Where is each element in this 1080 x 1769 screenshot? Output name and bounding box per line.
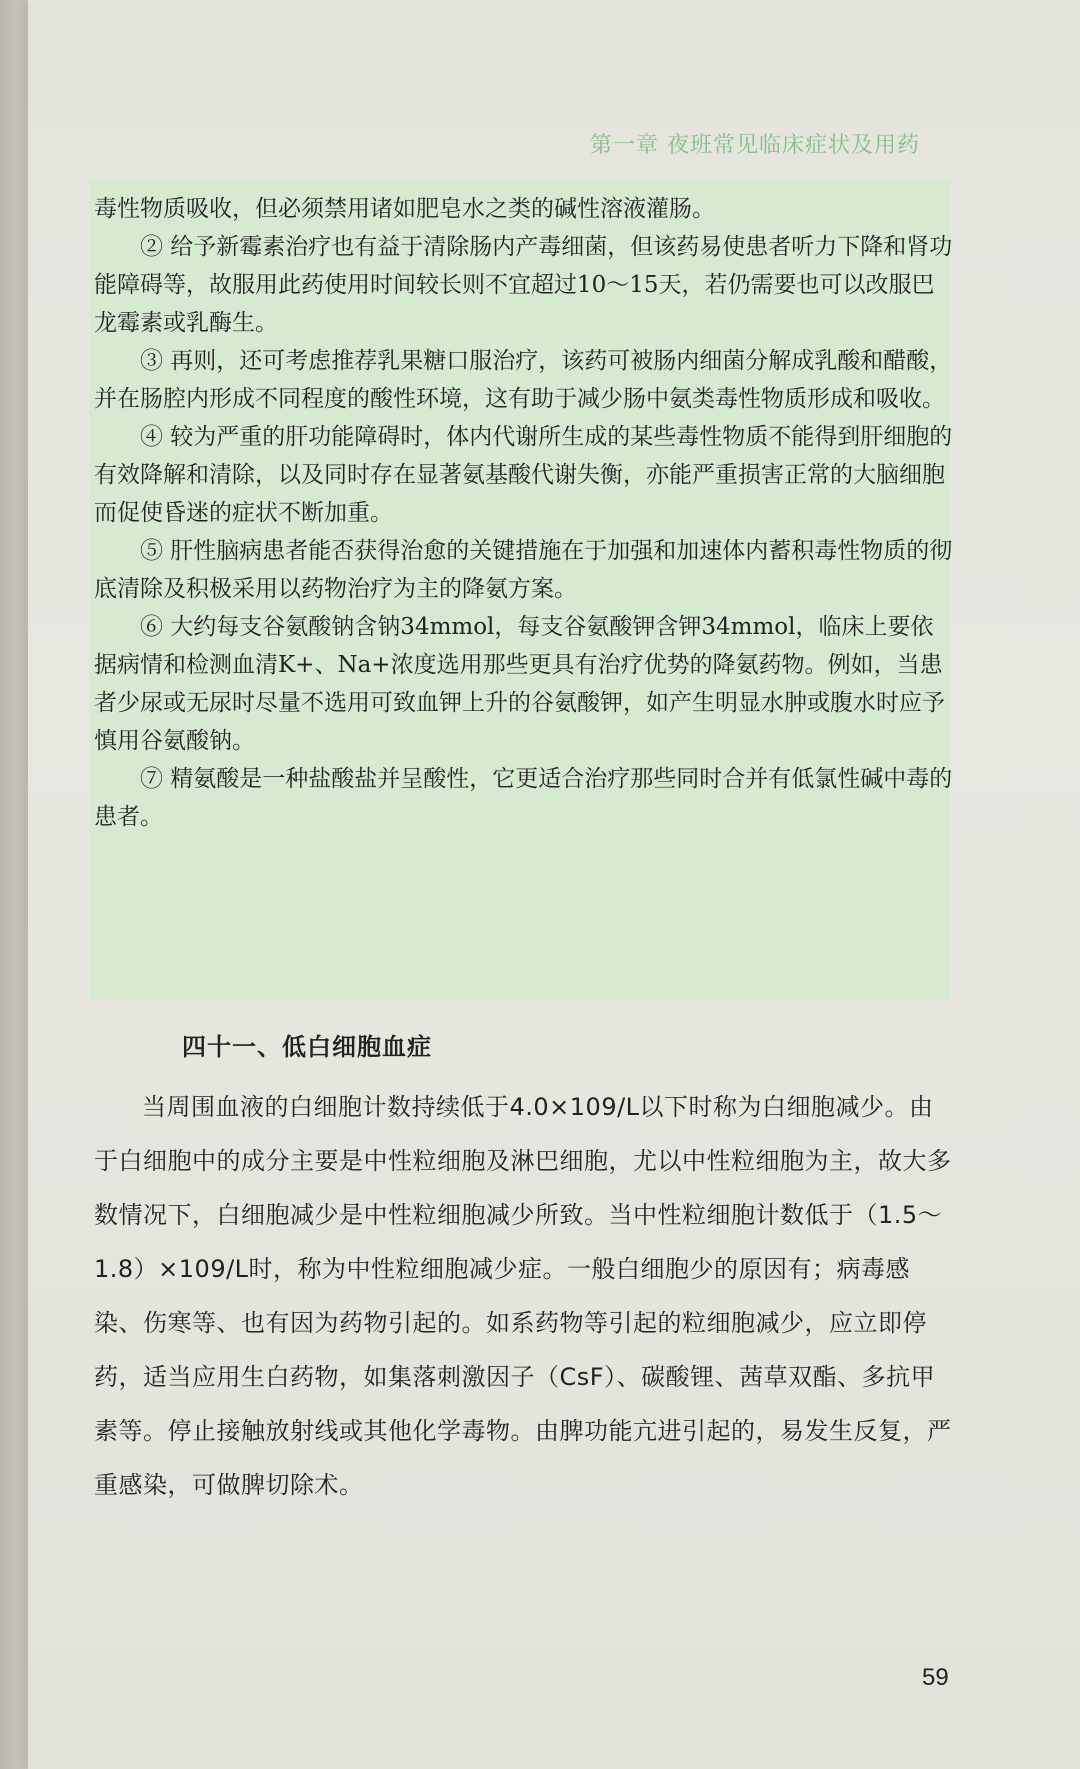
running-header: 第一章 夜班常见临床症状及用药: [590, 133, 920, 158]
book-page: [28, 0, 1080, 1769]
note-paragraph: ③ 再则，还可考虑推荐乳果糖口服治疗，该药可被肠内细菌分解成乳酸和醋酸，并在肠腔内形成不同程度的酸性环境，这有助于减少肠中氨类毒性物质形成和吸收。: [94, 348, 953, 412]
note-paragraph: ④ 较为严重的肝功能障碍时，体内代谢所生成的某些毒性物质不能得到肝细胞的有效降解和清除，以及同时存在显著氨基酸代谢失衡，亦能严重损害正常的大脑细胞而促使昏迷的症状不断加重。: [94, 424, 953, 526]
note-paragraph: ⑤ 肝性脑病患者能否获得治愈的关键措施在于加强和加速体内蓄积毒性物质的彻底清除及积极采用以药物治疗为主的降氨方案。: [94, 538, 953, 602]
section-heading: 四十一、低白细胞血症: [182, 1033, 432, 1061]
section-paragraph: 当周围血液的白细胞计数持续低于4.0×109/L以下时称为白细胞减少。由于白细胞中的成分主要是中性粒细胞及淋巴细胞，尤以中性粒细胞为主，故大多数情况下，白细胞减少是中性粒细胞减少所致。当中性粒细胞计数低于（1.5～1.8）×109/L时，称为中性粒细胞减少症。一般白细胞少的原因有；病毒感染、伤寒等、也有因为药物引起的。如系药物等引起的粒细胞减少，应立即停药，适当应用生白药物，如集落刺激因子（CsF）、碳酸锂、茜草双酯、多抗甲素等。停止接触放射线或其他化学毒物。由脾功能亢进引起的，易发生反复，严重感染，可做脾切除术。: [94, 1093, 952, 1499]
section-leukopenia: [94, 1030, 954, 1512]
note-paragraph: 毒性物质吸收，但必须禁用诸如肥皂水之类的碱性溶液灌肠。: [94, 196, 715, 222]
note-box-text: [94, 190, 954, 836]
page-number: 59: [922, 1664, 949, 1691]
note-paragraph: ② 给予新霉素治疗也有益于清除肠内产毒细菌，但该药易使患者听力下降和肾功能障碍等，故服用此药使用时间较长则不宜超过10～15天，若仍需要也可以改服巴龙霉素或乳酶生。: [94, 234, 953, 336]
note-paragraph: ⑥ 大约每支谷氨酸钠含钠34mmol，每支谷氨酸钾含钾34mmol，临床上要依据病情和检测血清K+、Na+浓度选用那些更具有治疗优势的降氨药物。例如，当患者少尿或无尿时尽量不选用可致血钾上升的谷氨酸钾，如产生明显水肿或腹水时应予慎用谷氨酸钠。: [94, 614, 945, 754]
note-paragraph: ⑦ 精氨酸是一种盐酸盐并呈酸性，它更适合治疗那些同时合并有低氯性碱中毒的患者。: [94, 766, 953, 830]
